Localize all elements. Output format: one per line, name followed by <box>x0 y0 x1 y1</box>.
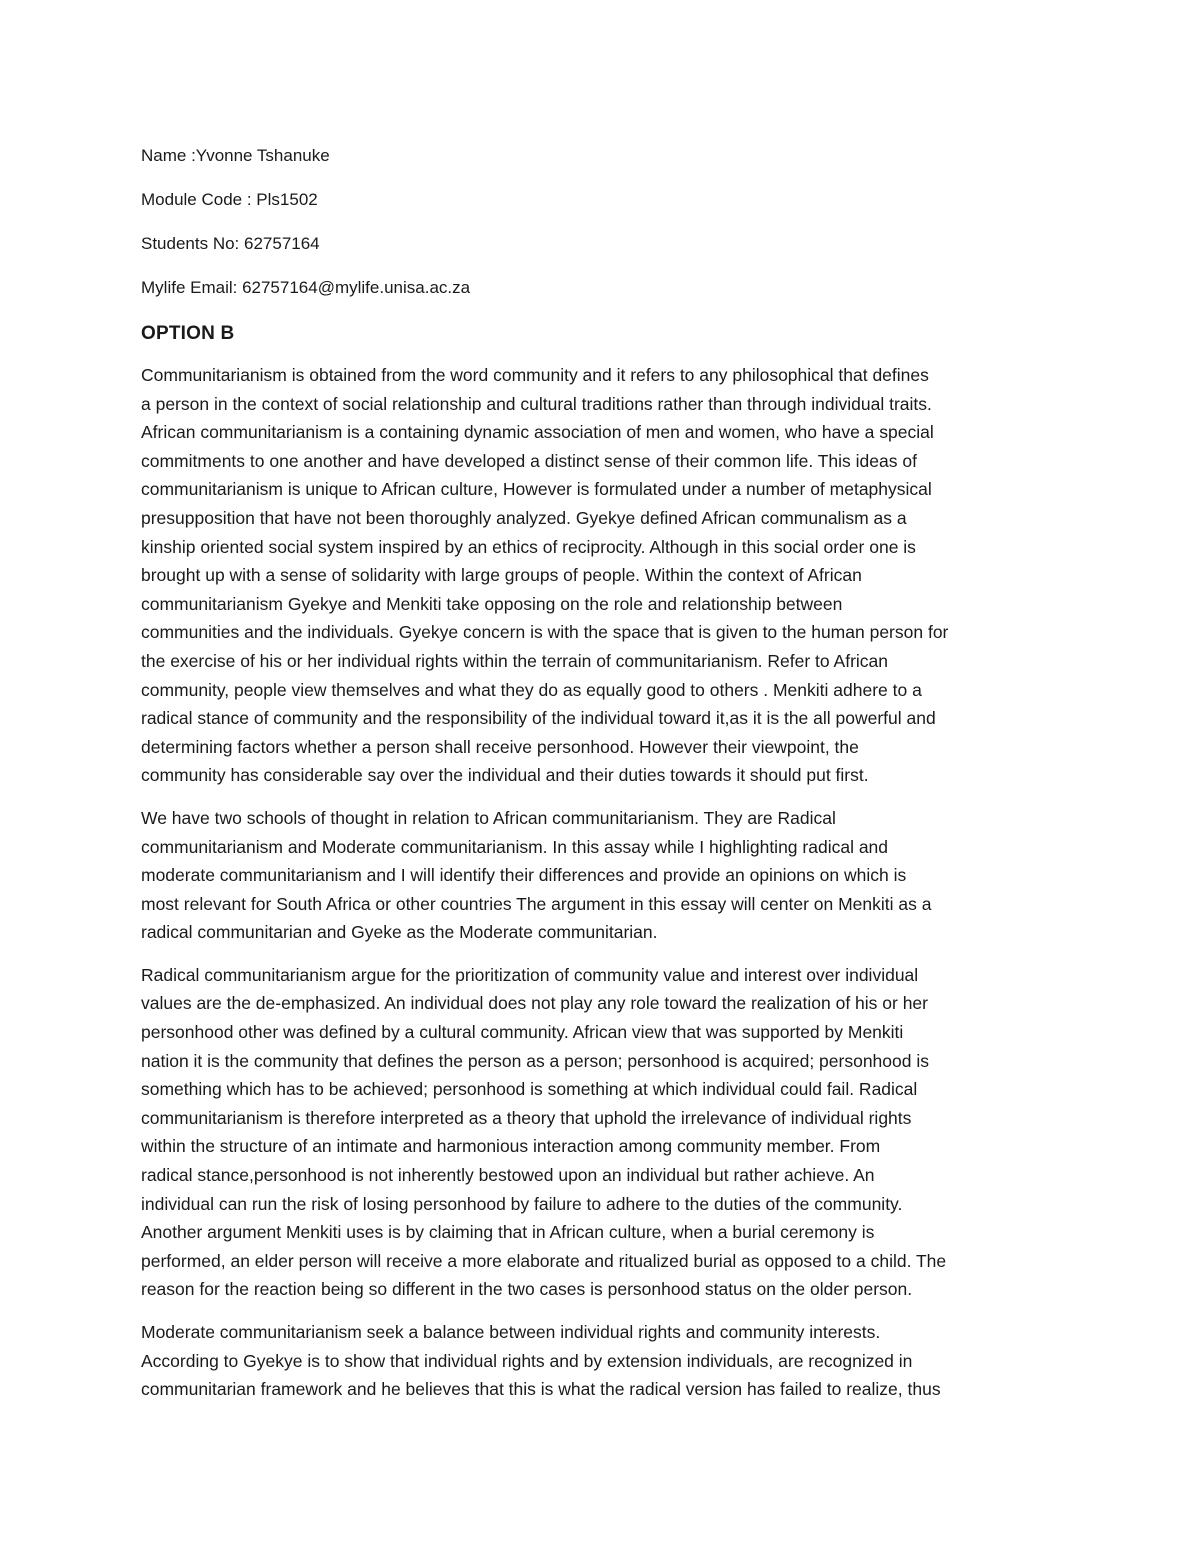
text-line: presupposition that have not been thoroughly analyzed. Gyekye defined African communalism as a <box>141 507 907 528</box>
text-line: radical stance of community and the responsibility of the individual toward it,as it is the all powerful and <box>141 708 936 729</box>
text-line: the exercise of his or her individual rights within the terrain of communitarianism. Refer to African <box>141 650 888 671</box>
text-line: brought up with a sense of solidarity with large groups of people. Within the context of African <box>141 565 862 586</box>
text-line: communitarianism Gyekye and Menkiti take opposing on the role and relationship between <box>141 593 843 614</box>
text-line: commitments to one another and have developed a distinct sense of their common life. This ideas of <box>141 450 917 471</box>
student-number: Students No: 62757164 <box>141 234 320 253</box>
document-body <box>141 143 1061 1418</box>
text-line: most relevant for South Africa or other countries The argument in this essay will center on Menkiti as a <box>141 893 932 914</box>
text-line: African communitarianism is a containing dynamic association of men and women, who have a special <box>141 422 934 443</box>
text-line: within the structure of an intimate and harmonious interaction among community member. From <box>141 1136 881 1157</box>
text-line: nation it is the community that defines the person as a person; personhood is acquired; personhood is <box>141 1050 929 1071</box>
text-line: communitarianism is therefore interpreted as a theory that uphold the irrelevance of individual rights <box>141 1107 912 1128</box>
text-line: Moderate communitarianism seek a balance between individual rights and community interests. <box>141 1322 881 1342</box>
text-line: values are the de-emphasized. An individual does not play any role toward the realization of his or her <box>141 993 928 1014</box>
text-line: individual can run the risk of losing personhood by failure to adhere to the duties of the community. <box>141 1193 903 1214</box>
paragraph-schools <box>141 804 1061 947</box>
text-line: reason for the reaction being so different in the two cases is personhood status on the older person. <box>141 1279 913 1300</box>
text-line: communities and the individuals. Gyekye concern is with the space that is given to the human person for <box>141 622 949 643</box>
student-email: Mylife Email: 62757164@mylife.unisa.ac.za <box>141 278 471 297</box>
text-line: Another argument Menkiti uses is by claiming that in African culture, when a burial ceremony is <box>141 1222 875 1243</box>
module-code: Module Code : Pls1502 <box>141 190 318 209</box>
text-line: something which has to be achieved; personhood is something at which individual could fail. Radical <box>141 1079 918 1100</box>
text-line: kinship oriented social system inspired by an ethics of reciprocity. Although in this social order one is <box>141 536 916 557</box>
text-line: personhood other was defined by a cultural community. African view that was supported by Menkiti <box>141 1022 904 1043</box>
text-line: moderate communitarianism and I will identify their differences and provide an opinions on which is <box>141 865 907 886</box>
text-line: Communitarianism is obtained from the word community and it refers to any philosophical that defines <box>141 365 929 385</box>
section-heading: OPTION B <box>141 323 235 344</box>
text-line: determining factors whether a person shall receive personhood. However their viewpoint, the <box>141 736 859 757</box>
text-line: community, people view themselves and what they do as equally good to others . Menkiti adhere to a <box>141 679 922 700</box>
text-line: radical stance,personhood is not inherently bestowed upon an individual but rather achieve. An <box>141 1165 875 1186</box>
text-line: Radical communitarianism argue for the prioritization of community value and interest over individual <box>141 964 919 985</box>
text-line: communitarian framework and he believes that this is what the radical version has failed to realize, thus <box>141 1379 941 1400</box>
text-line: community has considerable say over the individual and their duties towards it should put first. <box>141 765 869 786</box>
text-line: communitarianism is unique to African culture, However is formulated under a number of metaphysical <box>141 479 932 500</box>
text-line: radical communitarian and Gyeke as the Moderate communitarian. <box>141 922 658 943</box>
text-line: performed, an elder person will receive a more elaborate and ritualized burial as opposed to a child. The <box>141 1250 947 1271</box>
text-line: communitarianism and Moderate communitarianism. In this assay while I highlighting radical and <box>141 836 889 857</box>
text-line: a person in the context of social relationship and cultural traditions rather than through individual traits. <box>141 393 932 414</box>
student-name: Name :Yvonne Tshanuke <box>141 146 330 165</box>
text-line: According to Gyekye is to show that individual rights and by extension individuals, are recognized in <box>141 1350 913 1371</box>
paragraph-moderate <box>141 1318 1061 1404</box>
text-line: We have two schools of thought in relation to African communitarianism. They are Radical <box>141 807 836 828</box>
paragraph-intro <box>141 361 1061 790</box>
paragraph-radical <box>141 961 1061 1304</box>
